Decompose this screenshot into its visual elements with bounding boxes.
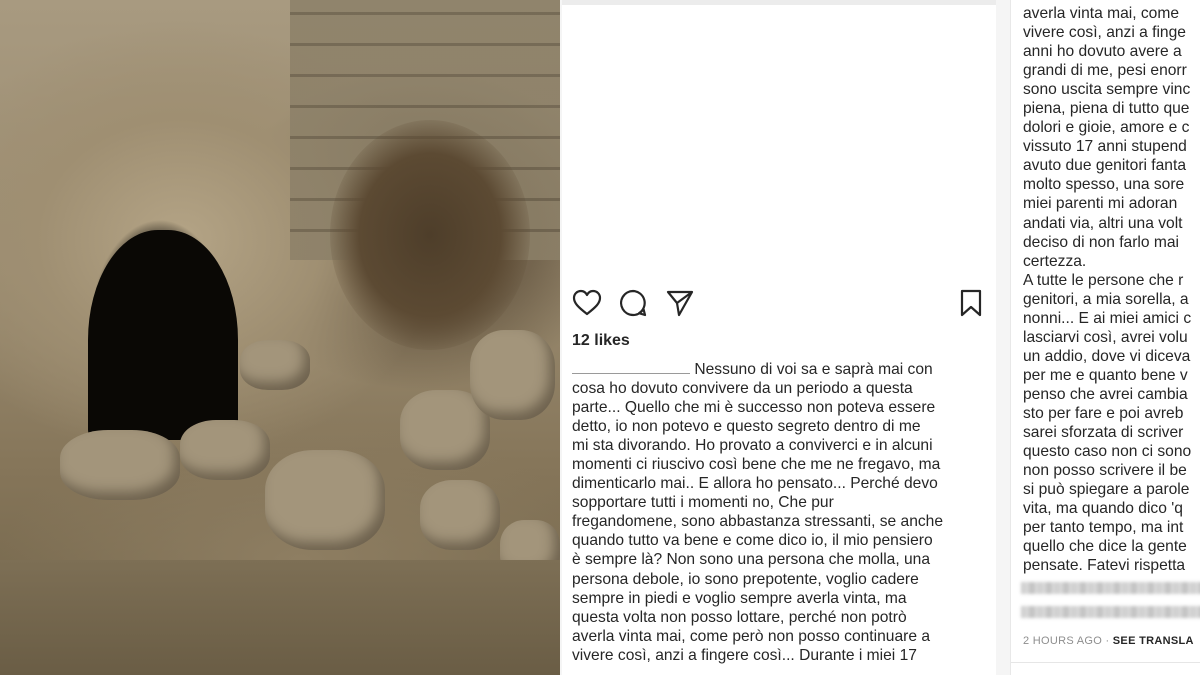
rock — [180, 420, 270, 480]
continuation-line: per tanto tempo, ma int — [1023, 519, 1184, 537]
continuation-line: si può spiegare a parole — [1023, 481, 1190, 499]
continuation-line: A tutte le persone che r — [1023, 271, 1184, 289]
share-icon[interactable] — [665, 288, 695, 318]
caption-line: quando tutto va bene e come dico io, il mio pensiero — [572, 532, 933, 550]
divider — [1011, 662, 1200, 663]
caption-line: averla vinta mai, come però non posso continuare a — [572, 627, 930, 645]
caption-line: dimenticarlo mai.. E allora ho pensato... Perché devo — [572, 475, 938, 493]
continuation-line: vita, ma quando dico 'q — [1023, 500, 1183, 518]
continuation-line: vivere così, anzi a finge — [1023, 24, 1186, 42]
caption-line: fregandomene, sono abbastanza stressanti, se anche — [572, 513, 944, 531]
continuation-line: genitori, a mia sorella, a — [1023, 290, 1189, 308]
bookmark-icon[interactable] — [956, 288, 986, 318]
rock — [60, 430, 180, 500]
continuation-line: penso che avrei cambia — [1023, 385, 1188, 403]
divider — [996, 0, 1010, 675]
post-meta — [1023, 635, 1194, 647]
continuation-text — [1023, 4, 1200, 575]
meta-separator: · — [1102, 635, 1113, 647]
continuation-line: quello che dice la gente — [1023, 538, 1187, 556]
rock — [420, 480, 500, 550]
caption-line: mi sta divorando. Ho provato a conviverci e in alcuni — [572, 437, 933, 455]
rock — [240, 340, 310, 390]
post-caption — [572, 360, 982, 665]
continuation-line: miei parenti mi adoran — [1023, 195, 1178, 213]
username-redacted[interactable] — [572, 361, 690, 374]
continuation-line: andati via, altri una volt — [1023, 214, 1183, 232]
continuation-line: anni ho dovuto avere a — [1023, 43, 1182, 61]
continuation-line: sarei sforzata di scriver — [1023, 424, 1184, 442]
continuation-line: lasciarvi così, avrei volu — [1023, 328, 1188, 346]
rock — [470, 330, 555, 420]
continuation-line: per me e quanto bene v — [1023, 366, 1188, 384]
dry-bush — [330, 120, 530, 350]
caption-line: cosa ho dovuto convivere da un periodo a questa — [572, 380, 913, 398]
continuation-line: molto spesso, una sore — [1023, 176, 1185, 194]
caption-line: parte... Quello che mi è successo non poteva essere — [572, 399, 936, 417]
continuation-line: sono uscita sempre vinc — [1023, 81, 1191, 99]
caption-line: detto, io non potevo e questo segreto dentro di me — [572, 418, 921, 436]
caption-line: sempre in piedi e voglio sempre averla vinta, ma — [572, 589, 907, 607]
continuation-line: sto per fare e poi avreb — [1023, 404, 1184, 422]
continuation-line: certezza. — [1023, 252, 1087, 270]
redacted-comment — [1021, 606, 1200, 618]
comment-icon[interactable] — [618, 288, 648, 318]
cave-opening — [88, 230, 238, 440]
continuation-line: questo caso non ci sono — [1023, 443, 1192, 461]
continuation-line: non posso scrivere il be — [1023, 462, 1187, 480]
continuation-line: avuto due genitori fanta — [1023, 157, 1186, 175]
continuation-line: un addio, dove vi diceva — [1023, 347, 1191, 365]
divider — [562, 0, 996, 5]
see-translation-link[interactable]: SEE TRANSLA — [1112, 635, 1194, 647]
continuation-line: dolori e gioie, amore e c — [1023, 119, 1190, 137]
caption-line: momenti ci riuscivo così bene che me ne fregavo, ma — [572, 456, 941, 474]
caption-line: vivere così, anzi a fingere così... Durante i miei 17 — [572, 646, 917, 664]
ground — [0, 560, 560, 675]
caption-continuation — [1010, 0, 1200, 675]
caption-line: è sempre là? Non sono una persona che molla, una — [572, 551, 931, 569]
continuation-line: piena, piena di tutto que — [1023, 100, 1190, 118]
caption-line: persona debole, io sono prepotente, voglio cadere — [572, 570, 919, 588]
continuation-line: grandi di me, pesi enorr — [1023, 62, 1187, 80]
caption-text: Nessuno di voi sa e saprà mai con — [694, 361, 933, 378]
action-bar — [572, 288, 984, 320]
post-photo — [0, 0, 560, 675]
continuation-line: pensate. Fatevi rispetta — [1023, 557, 1186, 575]
redacted-comment — [1021, 582, 1200, 594]
caption-line — [572, 360, 982, 379]
caption-line: questa volta non posso lottare, perché non potrò — [572, 608, 907, 626]
rock — [265, 450, 385, 550]
continuation-line: deciso di non farlo mai — [1023, 233, 1180, 251]
caption-line: sopportare tutti i momenti no, Che pur — [572, 494, 834, 512]
timestamp[interactable]: 2 HOURS AGO — [1023, 635, 1103, 647]
likes-count[interactable]: 12 likes — [572, 332, 630, 349]
instagram-post — [562, 0, 996, 675]
continuation-line: vissuto 17 anni stupend — [1023, 138, 1187, 156]
continuation-line: nonni... E ai miei amici c — [1023, 309, 1192, 327]
continuation-line: averla vinta mai, come — [1023, 5, 1179, 22]
heart-icon[interactable] — [572, 288, 602, 318]
